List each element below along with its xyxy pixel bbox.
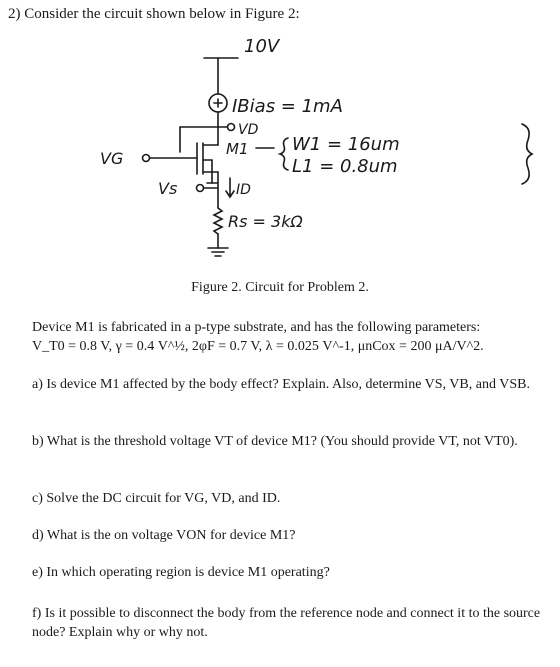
vs-label: Vs — [158, 179, 178, 198]
w-label: W1 = 16um — [292, 134, 400, 155]
question-b — [32, 432, 552, 451]
vs-node — [197, 185, 204, 192]
question-d-text: What is the on voltage VON for device M1? — [46, 528, 296, 543]
rs-label: Rs = 3kΩ — [228, 212, 303, 231]
vg-label: VG — [100, 149, 124, 168]
intro-line-1: Device M1 is fabricated in a p-type substrate, and has the following parameters: — [32, 320, 481, 335]
question-c-label: c) — [32, 491, 43, 506]
question-d-label: d) — [32, 528, 44, 543]
rs-resistor — [214, 208, 222, 234]
intro-line-2: V_T0 = 0.8 V, γ = 0.4 V^½, 2φF = 0.7 V, λ = 0.025 V^-1, μnCox = 200 μA/V^2. — [32, 339, 484, 354]
question-a — [32, 375, 552, 394]
vd-label: VD — [238, 122, 259, 138]
question-b-label: b) — [32, 434, 44, 449]
l-label: L1 = 0.8um — [292, 156, 398, 177]
question-e-text: In which operating region is device M1 operating? — [46, 565, 330, 580]
question-d — [32, 526, 552, 545]
problem-intro — [32, 318, 552, 356]
figure-caption: Figure 2. Circuit for Problem 2. — [191, 280, 369, 295]
question-b-text: What is the threshold voltage VT of device M1? (You should provide VT, not VT0). — [46, 434, 518, 449]
question-a-text: Is device M1 affected by the body effect? Explain. Also, determine VS, VB, and VSB. — [46, 377, 530, 392]
supply-label: 10V — [244, 36, 280, 57]
question-a-label: a) — [32, 377, 43, 392]
question-c-text: Solve the DC circuit for VG, VD, and ID. — [46, 491, 281, 506]
vd-node — [228, 124, 235, 131]
vg-node — [143, 155, 150, 162]
question-e-label: e) — [32, 565, 43, 580]
question-f — [32, 604, 552, 642]
circuit-diagram — [0, 0, 560, 280]
question-f-label: f) — [32, 606, 42, 621]
id-label: ID — [236, 182, 251, 198]
question-c — [32, 489, 552, 508]
ibias-label: IBias = 1mA — [232, 96, 343, 117]
question-f-text: Is it possible to disconnect the body from the reference node and connect it to the source node? Explain why or why not. — [32, 606, 541, 640]
question-e — [32, 563, 552, 582]
question-heading: 2) Consider the circuit shown below in Figure 2: — [8, 6, 300, 22]
m1-label: M1 — [226, 140, 249, 158]
